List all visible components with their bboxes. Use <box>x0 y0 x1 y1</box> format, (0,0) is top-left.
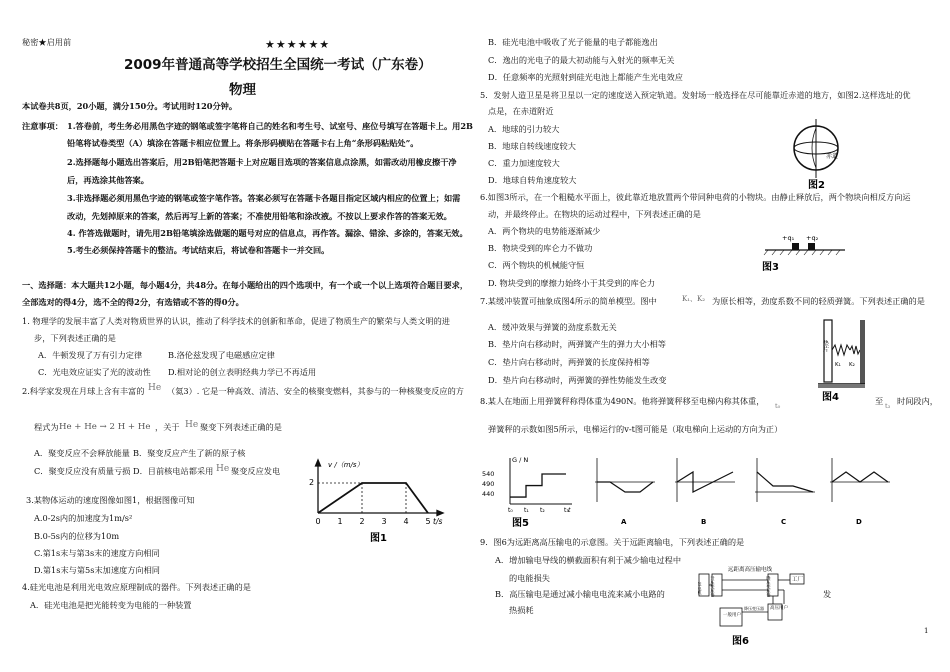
figure-3-charges <box>760 226 850 274</box>
q7-stem: 为原长相等，劲度系数不同的轻质弹簧。下列表述正确的是 <box>712 296 925 306</box>
reaction-equation: He + He → 2 H + He <box>59 422 151 432</box>
fig1-ytick: 2 <box>309 478 315 487</box>
q1-stem: 1. 物理学的发展丰富了人类对物质世界的认识，推动了科学技术的创新和革命，促进了物质生产的繁荣与人类文明的进 <box>22 316 450 326</box>
fig6-box: 升压变压器 <box>710 576 716 597</box>
fig4-pad-label: 垫片 <box>821 340 829 352</box>
fig5-xtick: t₂ <box>540 507 545 514</box>
fig5-option-c: C <box>781 518 787 526</box>
page-number: 1 <box>924 627 929 635</box>
note-line: 2.选择题每小题选出答案后，用2B铅笔把答题卡上对应题目选项的答案信息点涂黑，如需改动用橡皮擦干净 <box>67 157 457 167</box>
he3-symbol: He <box>216 464 230 474</box>
note-line: 5.考生必须保持答题卡的整洁。考试结束后，将试卷和答题卡一并交回。 <box>67 245 330 255</box>
note-line: 4. 作答选做题时，请先用2B铅笔填涂选做题的题号对应的信息点，再作答。漏涂、错涂、多涂的，答案无效。 <box>67 228 468 238</box>
fig1-series-line <box>318 483 428 513</box>
q7-option-b: B．垫片向右移动时，两弹簧产生的弹力大小相等 <box>488 339 666 349</box>
fig5-option-a: A <box>621 518 627 526</box>
q2-stem: 程式为 <box>34 422 59 432</box>
q9-stem: 9．图6为远距离高压输电的示意图。关于远距离输电，下列表述正确的是 <box>480 537 745 547</box>
fig5-ytick: 540 <box>482 470 495 478</box>
fig5-option-d: D <box>856 518 862 526</box>
q6-option-a: A．两个物块的电势能逐渐减少 <box>488 226 601 236</box>
note-line: 后，再选涂其他答案。 <box>67 175 149 185</box>
secret-label: 秘密★启用前 <box>22 37 72 47</box>
q6-stem: 动，并最终停止。在物块的运动过程中，下列表述正确的是 <box>488 209 701 219</box>
fig5-option-b: B <box>701 518 707 526</box>
fig1-xtick: 4 <box>403 517 409 526</box>
fig1-ylabel: v /（m/s） <box>328 461 364 469</box>
fig3-charge-1: +q₁ <box>782 234 795 242</box>
section1-line1: 一、选择题：本大题共12小题，每小题4分，共48分。在每小题给出的四个选项中，有一个或一个以上选项符合题目要求， <box>22 280 469 290</box>
q1-option-c: C．光电效应证实了光的波动性 <box>38 367 151 377</box>
fig5-xtick: t₁ <box>524 507 529 514</box>
q8-t0: t₀ <box>775 402 781 410</box>
q8-t3: t₃ <box>885 402 891 410</box>
q5-stem: 5．发射人造卫星是将卫星以一定的速度送入预定轨道。发射场一般选择在尽可能靠近赤道的地方，如图2.这样选址的优 <box>480 90 911 100</box>
q2-option-c: C．聚变反应没有质量亏损 <box>34 466 131 476</box>
fig5-xlabel: t <box>568 506 571 514</box>
q4-option-b: B．硅光电池中吸收了光子能量的电子都能逸出 <box>488 37 658 47</box>
q8-stem-end: 时间段内， <box>897 396 938 406</box>
q7-option-c: C．垫片向右移动时，两弹簧的长度保持相等 <box>488 357 650 367</box>
figure-1-vt-graph <box>300 455 450 550</box>
q3-stem: 3.某物体运动的速度图像如图1，根据图像可知 <box>26 495 195 505</box>
q9-option-b: B．高压输电是通过减小输电电流来减小电路的 <box>495 589 665 599</box>
q9-option-b-cont: 热损耗 <box>509 605 534 615</box>
q7-option-d: D．垫片向右移动时，两弹簧的弹性势能发生改变 <box>488 375 667 385</box>
fig1-xlabel: t/s <box>433 517 443 526</box>
fig2-equator-label: 赤道 <box>826 153 839 160</box>
q2-option-b: B．聚变反应产生了新的原子核 <box>133 448 246 458</box>
figure-4-springs <box>818 318 868 403</box>
fig1-xtick: 5 <box>425 517 431 526</box>
q6-stem: 6.如图3所示，在一个粗糙水平面上，彼此靠近地放置两个带同种电荷的小物块。由静止释放后，两个物块向相反方向运 <box>480 192 911 202</box>
q4-option-a: A．硅光电池是把光能转变为电能的一种装置 <box>30 600 192 610</box>
fig6-box: 高压用户 <box>770 606 788 611</box>
fig6-box: 降压变压器 <box>766 576 772 597</box>
fig1-caption: 图1 <box>370 533 387 544</box>
stars: ★★★★★★ <box>265 38 331 51</box>
fig1-xtick: 0 <box>315 517 321 526</box>
q8-stem-to: 至 <box>875 396 884 406</box>
fig6-caption: 图6 <box>732 636 749 647</box>
q1-option-d: D.相对论的创立表明经典力学已不再适用 <box>168 367 317 377</box>
note-line: 铅笔将试卷类型（A）填涂在答题卡相应位置上。将条形码横贴在答题卡右上角“条形码粘贴处”。 <box>67 138 419 148</box>
q8-stem: 8.某人在地面上用弹簧秤称得体重为490N。他将弹簧秤移至电梯内称其体重， <box>480 396 765 406</box>
q4-option-d: D．任意频率的光照射到硅光电池上都能产生光电效应 <box>488 72 683 82</box>
q1-option-b: B.洛伦兹发现了电磁感应定律 <box>168 350 275 360</box>
q9-option-b-end: 发 <box>823 589 832 599</box>
fig5-series-line <box>510 474 566 497</box>
fig3-charge-2: +q₂ <box>806 234 819 242</box>
section1-line2: 全部选对的得4分，选不全的得2分，有选错或不答的得0分。 <box>22 297 244 307</box>
q2-option-a: A．聚变反应不会释放能量 <box>34 448 130 458</box>
q3-option-c: C.第1s末与第3s末的速度方向相同 <box>34 548 160 558</box>
fig6-box: 远距离高压输电线 <box>728 567 773 573</box>
q4-stem: 4.硅光电池是利用光电效应原理制成的器件。下列表述正确的是 <box>22 582 251 592</box>
fig6-box: 发电机 <box>698 582 703 595</box>
q5-option-b: B．地球自转线速度较大 <box>488 141 576 151</box>
exam-title: 2009年普通高等学校招生全国统一考试（广东卷） <box>124 57 432 73</box>
q3-option-a: A.0-2s内的加速度为1m/s² <box>34 513 133 523</box>
q8-stem: 弹簧秤的示数如图5所示，电梯运行的v-t图可能是（取电梯向上运动的方向为正） <box>488 424 783 434</box>
note-line: 1.答卷前，考生务必用黑色字迹的钢笔或签字笔将自己的姓名和考生号、试室号、座位号填写在答题卡上。用2B <box>67 121 473 131</box>
q6-option-b: B．物块受到的库仑力不做功 <box>488 243 593 253</box>
q2-stem: （氦3）. 它是一种高效、清洁、安全的核聚变燃料，其参与的一种核聚变反应的方 <box>167 386 464 396</box>
figure-2-earth <box>782 118 852 190</box>
fig1-xtick: 3 <box>381 517 387 526</box>
subject-title: 物理 <box>229 82 256 98</box>
fig5-caption: 图5 <box>512 518 529 529</box>
fig4-k2: K₂ <box>849 362 855 368</box>
fig1-xtick: 1 <box>337 517 343 526</box>
q5-stem: 点是，在赤道附近 <box>488 106 554 116</box>
q5-option-a: A．地球的引力较大 <box>488 124 560 134</box>
q6-option-d: D. 物块受到的摩擦力始终小于其受到的库仑力 <box>488 278 656 288</box>
exam-info: 本试卷共8页，20小题，满分150分。考试用时120分钟。 <box>22 101 238 111</box>
q5-option-c: C．重力加速度较大 <box>488 158 560 168</box>
q9-option-a: A．增加输电导线的横截面积有利于减少输电过程中 <box>495 555 682 565</box>
q6-option-c: C．两个物块的机械能守恒 <box>488 260 585 270</box>
q7-k-symbols: K₁、K₂ <box>682 295 706 303</box>
q3-option-d: D.第1s末与第5s末加速度方向相同 <box>34 565 160 575</box>
fig5-ytick: 440 <box>482 490 495 498</box>
he3-symbol: He <box>185 420 199 430</box>
q9-option-a-cont: 的电能损失 <box>509 573 550 583</box>
q2-stem: ，关于 <box>155 422 180 432</box>
fig3-caption: 图3 <box>762 262 779 273</box>
q3-option-b: B.0-5s内的位移为10m <box>34 531 120 541</box>
q5-option-d: D．地球自转角速度较大 <box>488 175 577 185</box>
fig6-box: 工厂 <box>792 577 804 583</box>
q1-stem: 步，下列表述正确的是 <box>34 333 116 343</box>
fig1-xtick: 2 <box>359 517 365 526</box>
fig5-xtick: t₃ <box>564 507 569 514</box>
q7-stem: 7.某缓冲装置可抽象成图4所示的简单模型。图中 <box>480 296 657 306</box>
fig2-caption: 图2 <box>808 180 825 190</box>
q2-stem: 2.科学家发现在月球上含有丰富的 <box>22 386 145 396</box>
fig5-ylabel: G / N <box>512 456 529 464</box>
fig5-ytick: 490 <box>482 480 495 488</box>
fig6-box: 一般用户 <box>723 613 741 618</box>
q1-option-a: A．牛顿发现了万有引力定律 <box>38 350 143 360</box>
fig4-k1: K₁ <box>835 362 841 368</box>
fig6-box: 降压变压器 <box>744 606 764 611</box>
note-line: 改动，先划掉原来的答案，然后再写上新的答案；不准使用铅笔和涂改液。不按以上要求作答的答案无效。 <box>67 211 452 221</box>
q7-option-a: A．缓冲效果与弹簧的劲度系数无关 <box>488 322 617 332</box>
figure-5-graphs <box>480 452 890 532</box>
fig4-caption: 图4 <box>822 392 839 403</box>
fig5-xtick: t₀ <box>508 507 513 514</box>
he3-symbol: He <box>148 383 162 393</box>
q2-stem: 聚变下列表述正确的是 <box>200 422 282 432</box>
q2-option-d: D．目前核电站都采用 <box>133 466 214 476</box>
figure-6-transmission <box>698 560 816 648</box>
q2-option-d-end: 聚变反应发电 <box>231 466 281 476</box>
q4-option-c: C．逸出的光电子的最大初动能与入射光的频率无关 <box>488 55 675 65</box>
note-line: 3.非选择题必须用黑色字迹的钢笔或签字笔作答。答案必须写在答题卡各题目指定区域内相应的位置上；如需 <box>67 193 461 203</box>
notes-label: 注意事项： <box>22 121 63 131</box>
